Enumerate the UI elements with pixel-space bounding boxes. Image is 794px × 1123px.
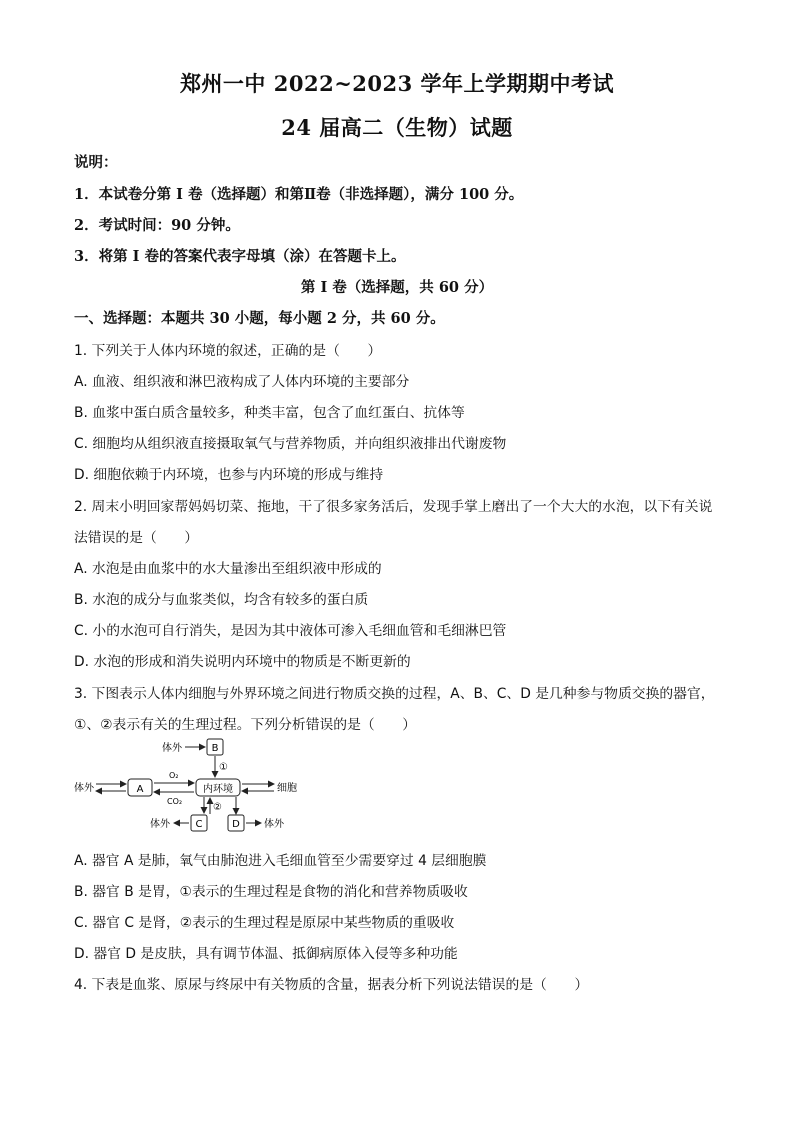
o2-label: O₂ bbox=[169, 771, 179, 780]
option-b: B. 水泡的成分与血浆类似，均含有较多的蛋白质 bbox=[74, 592, 369, 608]
instruction-item: 2．考试时间：90 分钟。 bbox=[74, 217, 240, 234]
option-d: D. 器官 D 是皮肤，具有调节体温、抵御病原体入侵等多种功能 bbox=[74, 946, 458, 962]
question-stem: 2. 周末小明回家帮妈妈切菜、拖地，干了很多家务活后，发现手掌上磨出了一个大大的水泡，以下有关说 bbox=[74, 499, 713, 515]
exam-subtitle: 24 届高二（生物）试题 bbox=[281, 115, 513, 140]
organ-c-label: C bbox=[195, 819, 203, 830]
internal-environment-label: 内环境 bbox=[203, 784, 233, 795]
material-exchange-diagram bbox=[70, 736, 330, 838]
option-a: A. 血液、组织液和淋巴液构成了人体内环境的主要部分 bbox=[74, 374, 410, 390]
part-title: 一、选择题：本题共 30 小题，每小题 2 分，共 60 分。 bbox=[74, 310, 445, 327]
option-c: C. 小的水泡可自行消失，是因为其中液体可渗入毛细血管和毛细淋巴管 bbox=[74, 623, 507, 639]
outside-label-bottom-left: 体外 bbox=[150, 819, 170, 830]
instruction-item: 1．本试卷分第 I 卷（选择题）和第Ⅱ卷（非选择题），满分 100 分。 bbox=[74, 186, 524, 203]
outside-label-bottom-right: 体外 bbox=[264, 819, 284, 830]
organ-a-label: A bbox=[136, 784, 144, 795]
option-a: A. 器官 A 是肺，氧气由肺泡进入毛细血管至少需要穿过 4 层细胞膜 bbox=[74, 853, 487, 869]
section-heading: 第 I 卷（选择题，共 60 分） bbox=[300, 279, 494, 296]
exam-title: 郑州一中 2022~2023 学年上学期期中考试 bbox=[179, 71, 615, 96]
organ-d-label: D bbox=[232, 819, 240, 830]
option-d: D. 水泡的形成和消失说明内环境中的物质是不断更新的 bbox=[74, 654, 411, 670]
question-stem: 4. 下表是血浆、原尿与终尿中有关物质的含量，据表分析下列说法错误的是（ ） bbox=[74, 977, 589, 993]
process-1-label: ① bbox=[219, 762, 228, 773]
organ-b-label: B bbox=[211, 743, 219, 754]
question-stem: 3. 下图表示人体内细胞与外界环境之间进行物质交换的过程，A、B、C、D 是几种参与物质交换的器官， bbox=[74, 686, 715, 702]
option-c: C. 器官 C 是肾，②表示的生理过程是原尿中某些物质的重吸收 bbox=[74, 915, 455, 931]
question-stem-continued: 法错误的是（ ） bbox=[74, 530, 199, 546]
outside-label-top: 体外 bbox=[162, 743, 182, 754]
option-c: C. 细胞均从组织液直接摄取氧气与营养物质，并向组织液排出代谢废物 bbox=[74, 436, 507, 452]
instruction-item: 3．将第 I 卷的答案代表字母填（涂）在答题卡上。 bbox=[74, 248, 406, 265]
option-a: A. 水泡是由血浆中的水大量渗出至组织液中形成的 bbox=[74, 561, 382, 577]
process-2-label: ② bbox=[213, 802, 222, 813]
instructions-label: 说明： bbox=[74, 154, 118, 171]
option-b: B. 器官 B 是胃，①表示的生理过程是食物的消化和营养物质吸收 bbox=[74, 884, 468, 900]
cell-label: 细胞 bbox=[277, 783, 297, 794]
co2-label: CO₂ bbox=[167, 797, 183, 806]
question-stem: 1. 下列关于人体内环境的叙述，正确的是（ ） bbox=[74, 343, 382, 359]
option-b: B. 血浆中蛋白质含量较多，种类丰富，包含了血红蛋白、抗体等 bbox=[74, 405, 465, 421]
question-stem-continued: ①、②表示有关的生理过程。下列分析错误的是（ ） bbox=[74, 717, 417, 733]
outside-label-left: 体外 bbox=[74, 783, 94, 794]
option-d: D. 细胞依赖于内环境，也参与内环境的形成与维持 bbox=[74, 467, 384, 483]
